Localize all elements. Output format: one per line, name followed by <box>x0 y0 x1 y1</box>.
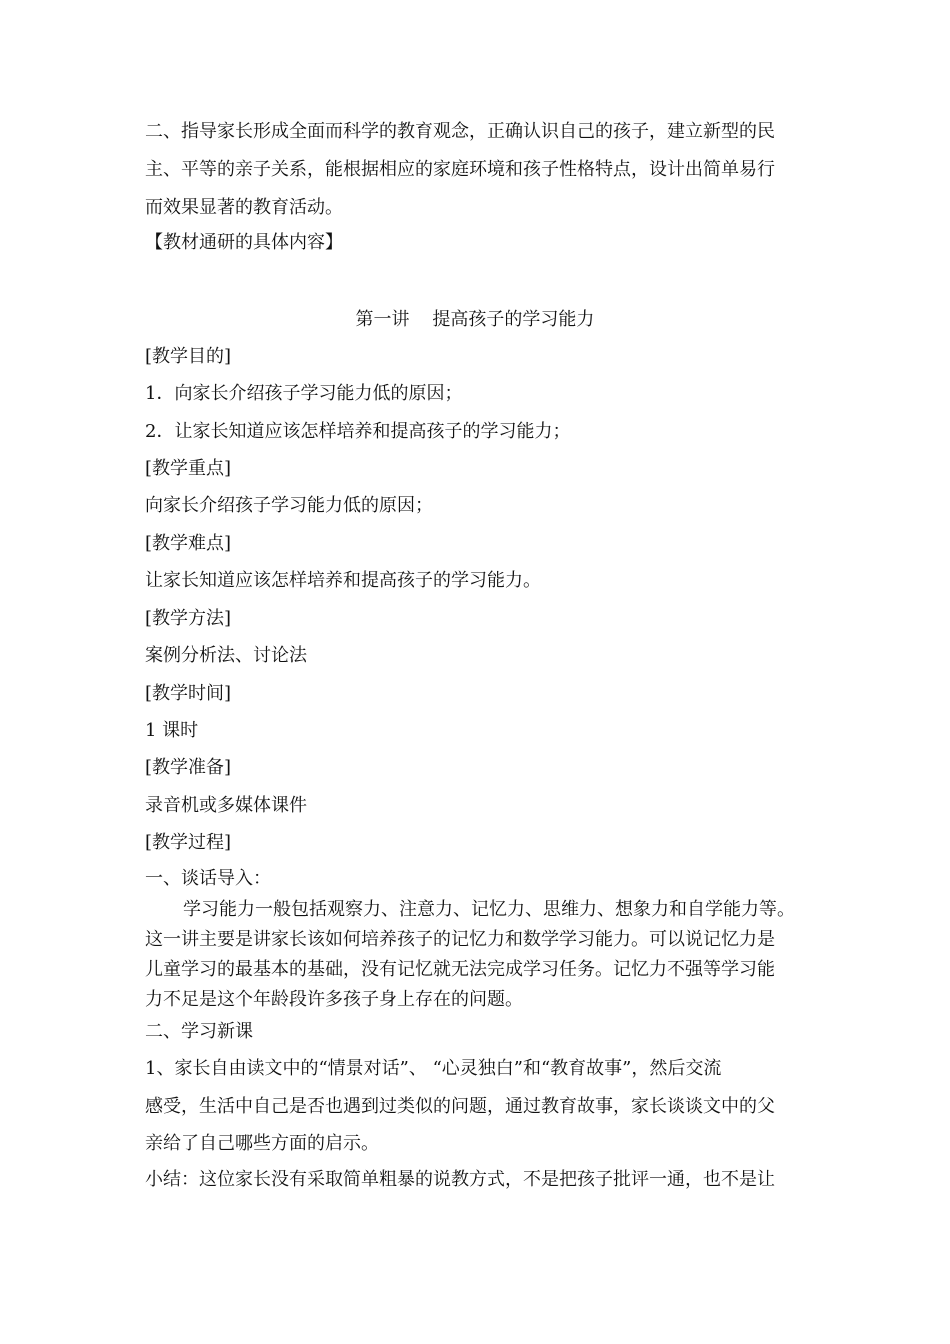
part2-line-2: 感受，生活中自己是否也遇到过类似的问题，通过教育故事，家长谈谈文中的父 <box>145 1096 775 1117</box>
part1-line-4: 力不足是这个年龄段许多孩子身上存在的问题。 <box>145 989 523 1010</box>
key-heading: [教学重点] <box>145 458 232 479</box>
objective-item-2: 2．让家长知道应该怎样培养和提高孩子的学习能力； <box>145 421 571 442</box>
difficulty-heading: [教学难点] <box>145 533 232 554</box>
key-text: 向家长介绍孩子学习能力低的原因； <box>145 495 433 516</box>
section-heading: 【教材通研的具体内容】 <box>145 232 343 253</box>
time-heading: [教学时间] <box>145 683 232 704</box>
part1-line-3: 儿童学习的最基本的基础，没有记忆就无法完成学习任务。记忆力不强等学习能 <box>145 959 775 980</box>
intro-line-1: 二、指导家长形成全面而科学的教育观念，正确认识自己的孩子，建立新型的民 <box>145 121 775 142</box>
method-heading: [教学方法] <box>145 608 232 629</box>
objective-item-1: 1．向家长介绍孩子学习能力低的原因； <box>145 383 463 404</box>
difficulty-text: 让家长知道应该怎样培养和提高孩子的学习能力。 <box>145 570 541 591</box>
method-text: 案例分析法、讨论法 <box>145 645 307 666</box>
objective-heading: [教学目的] <box>145 346 232 367</box>
prep-heading: [教学准备] <box>145 757 232 778</box>
process-heading: [教学过程] <box>145 832 232 853</box>
part2-line-3: 亲给了自己哪些方面的启示。 <box>145 1133 379 1154</box>
part1-line-1: 学习能力一般包括观察力、注意力、记忆力、思维力、想象力和自学能力等。 <box>183 899 795 920</box>
intro-line-3: 而效果显著的教育活动。 <box>145 197 343 218</box>
lecture-title: 第一讲 提高孩子的学习能力 <box>355 309 595 330</box>
prep-text: 录音机或多媒体课件 <box>145 795 307 816</box>
intro-line-2: 主、平等的亲子关系，能根据相应的家庭环境和孩子性格特点，设计出简单易行 <box>145 159 775 180</box>
part1-heading: 一、谈话导入： <box>145 868 271 889</box>
time-text: 1 课时 <box>145 720 199 741</box>
part2-heading: 二、学习新课 <box>145 1021 253 1042</box>
summary-line: 小结：这位家长没有采取简单粗暴的说教方式，不是把孩子批评一通，也不是让 <box>145 1169 775 1190</box>
part2-line-1: 1、家长自由读文中的“情景对话”、 “心灵独白”和“教育故事”，然后交流 <box>145 1058 722 1079</box>
part1-line-2: 这一讲主要是讲家长该如何培养孩子的记忆力和数学学习能力。可以说记忆力是 <box>145 929 775 950</box>
